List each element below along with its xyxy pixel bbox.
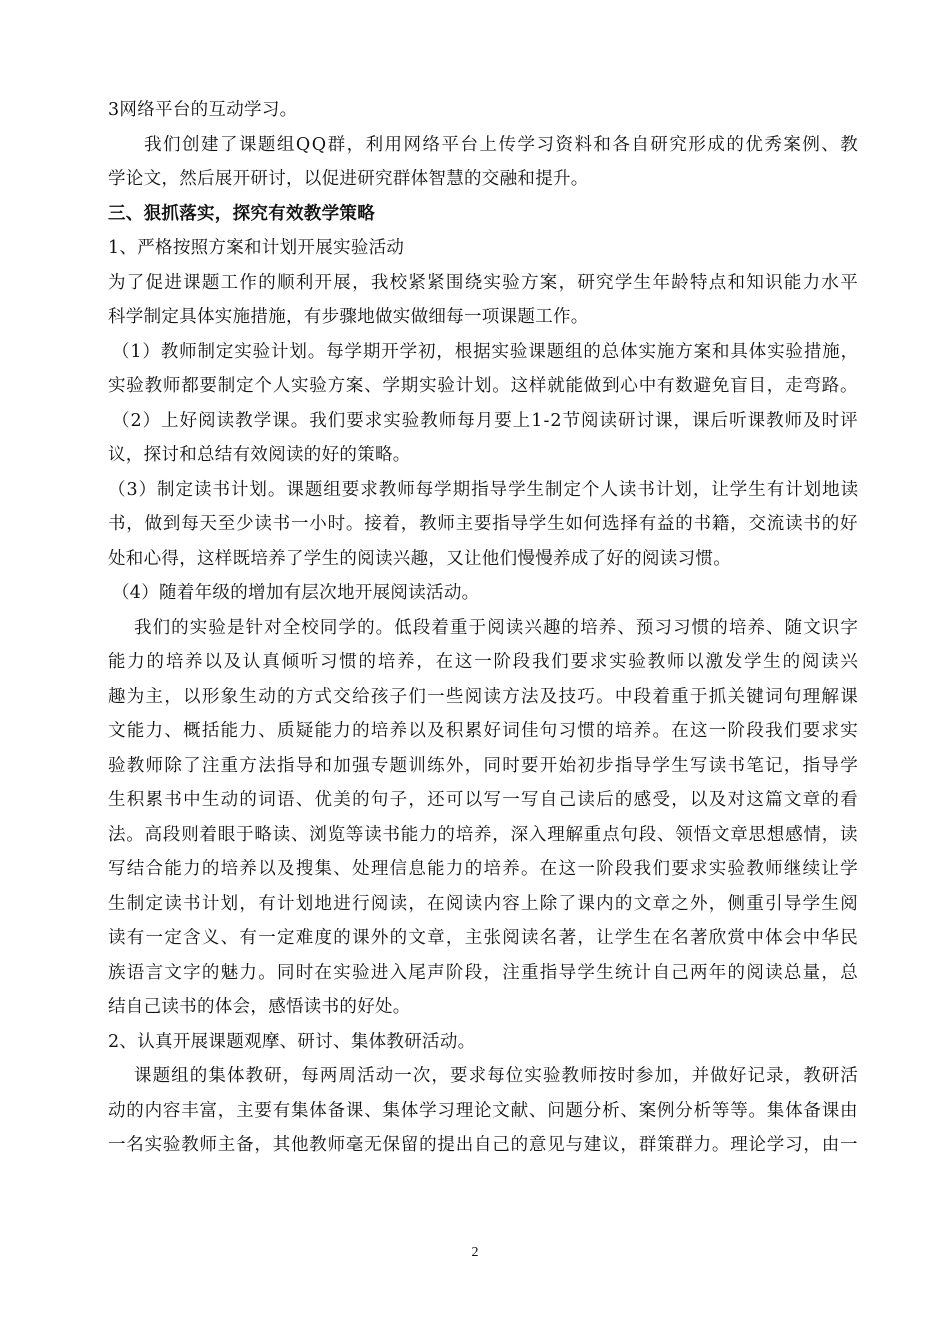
text-line: （4）随着年级的增加有层次地开展阅读活动。 xyxy=(112,583,480,603)
text-line: 一名实验教师主备，其他教师毫无保留的提出自己的意见与建议，群策群力。理论学习，由一 xyxy=(108,1135,859,1155)
text-line: 写结合能力的培养以及搜集、处理信息能力的培养。在这一阶段我们要求实验教师继续让学 xyxy=(108,859,859,879)
text-line: （3）制定读书计划。课题组要求教师每学期指导学生制定个人读书计划，让学生有计划地读 xyxy=(108,479,860,500)
text-line: 读有一定含义、有一定难度的课外的文章，主张阅读名著，让学生在名著欣赏中体会中华民 xyxy=(108,928,859,948)
text-line: 学论文，然后展开研讨，以促进研究群体智慧的交融和提升。 xyxy=(108,169,589,189)
text-line: 结自己读书的体会，感悟读书的好处。 xyxy=(108,997,411,1017)
text-line: 趣为主，以形象生动的方式交给孩子们一些阅读方法及技巧。中段着重于抓关键词句理解课 xyxy=(108,686,859,707)
text-line: 为了促进课题工作的顺利开展，我校紧紧围绕实验方案，研究学生年龄特点和知识能力水平 xyxy=(108,272,859,293)
page-number: 2 xyxy=(471,1245,479,1260)
text-line: 2、认真开展课题观摩、研讨、集体教研活动。 xyxy=(108,1031,476,1052)
text-line: 3网络平台的互动学习。 xyxy=(108,100,298,120)
text-line: 法。高段则着眼于略读、浏览等读书能力的培养，深入理解重点句段、领悟文章思想感情，读 xyxy=(108,824,859,845)
text-line: 我们的实验是针对全校同学的。低段着重于阅读兴趣的培养、预习习惯的培养、随文识字 xyxy=(134,617,859,638)
text-line: 文能力、概括能力、质疑能力的培养以及积累好词佳句习惯的培养。在这一阶段我们要求实 xyxy=(108,721,859,741)
text-line: 动的内容丰富，主要有集体备课、集体学习理论文献、问题分析、案例分析等等。集体备课由 xyxy=(108,1100,859,1121)
text-line: 科学制定具体实施措施，有步骤地做实做细每一项课题工作。 xyxy=(108,307,589,327)
text-line: 实验教师都要制定个人实验方案、学期实验计划。这样就能做到心中有数避免盲目，走弯路。 xyxy=(108,376,859,396)
text-line: 处和心得，这样既培养了学生的阅读兴趣，又让他们慢慢养成了好的阅读习惯。 xyxy=(108,548,731,569)
document-body xyxy=(108,93,858,1163)
text-line: 验教师除了注重方法指导和加强专题训练外，同时要开始初步指导学生写读书笔记，指导学 xyxy=(108,755,859,776)
text-line: 生积累书中生动的词语、优美的句子，还可以写一写自己读后的感受，以及对这篇文章的看 xyxy=(108,790,859,810)
section-heading: 三、狠抓落实，探究有效教学策略 xyxy=(108,203,375,224)
text-line: （1）教师制定实验计划。每学期开学初，根据实验课题组的总体实施方案和具体实验措施， xyxy=(112,341,860,362)
text-line: 生制定读书计划，有计划地进行阅读，在阅读内容上除了课内的文章之外，侧重引导学生阅 xyxy=(108,893,859,914)
text-line: 1、严格按照方案和计划开展实验活动 xyxy=(108,238,405,258)
text-line: 我们创建了课题组QQ群，利用网络平台上传学习资料和各自研究形成的优秀案例、教 xyxy=(144,134,860,155)
text-line: （2）上好阅读教学课。我们要求实验教师每月要上1-2节阅读研讨课，课后听课教师及时评 xyxy=(112,410,859,431)
text-line: 族语言文字的魅力。同时在实验进入尾声阶段，注重指导学生统计自己两年的阅读总量，总 xyxy=(108,962,859,983)
text-line: 书，做到每天至少读书一小时。接着，教师主要指导学生如何选择有益的书籍，交流读书的好 xyxy=(108,514,859,534)
text-line: 议，探讨和总结有效阅读的好的策略。 xyxy=(108,445,411,465)
text-line: 能力的培养以及认真倾听习惯的培养，在这一阶段我们要求实验教师以激发学生的阅读兴 xyxy=(108,652,860,672)
text-line: 课题组的集体教研，每两周活动一次，要求每位实验教师按时参加，并做好记录，教研活 xyxy=(134,1066,859,1086)
